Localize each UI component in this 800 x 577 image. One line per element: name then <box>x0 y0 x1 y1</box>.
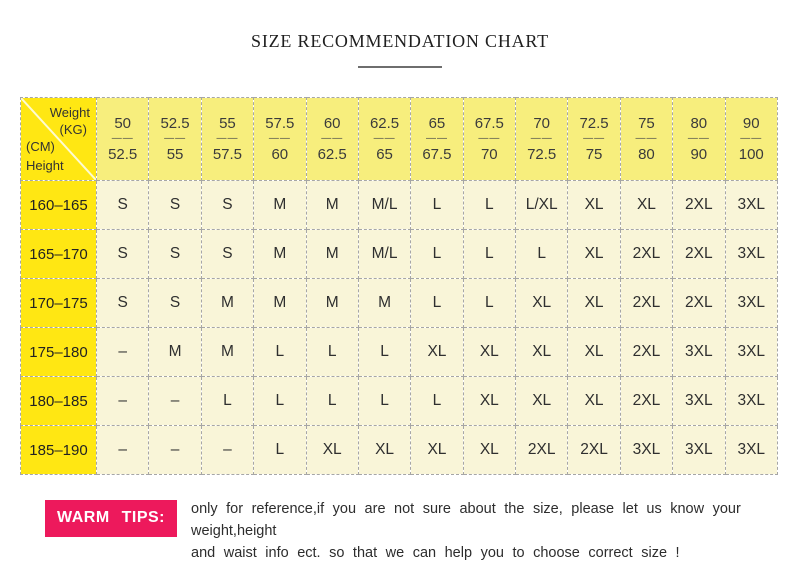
size-cell: 2XL <box>620 279 672 328</box>
corner-weight-label: Weight <box>49 105 90 120</box>
size-cell: S <box>149 279 201 328</box>
size-cell: XL <box>411 426 463 475</box>
size-cell: 3XL <box>673 426 725 475</box>
table-row-5 <box>21 426 778 475</box>
table-row-1 <box>21 230 778 279</box>
weight-range-cell-0: 50 —— 52.5 <box>97 98 149 181</box>
size-cell: XL <box>358 426 410 475</box>
size-cell: L <box>463 181 515 230</box>
weight-range-cell-6: 65 —— 67.5 <box>411 98 463 181</box>
size-cell: 3XL <box>620 426 672 475</box>
weight-range-cell-9: 72.5 —— 75 <box>568 98 620 181</box>
size-cell: – <box>97 426 149 475</box>
size-cell: XL <box>568 279 620 328</box>
weight-range-cell-5: 62.5 —— 65 <box>358 98 410 181</box>
size-cell: L <box>411 230 463 279</box>
size-cell: 3XL <box>725 328 778 377</box>
size-cell: XL <box>463 426 515 475</box>
size-cell: XL <box>620 181 672 230</box>
size-cell: L <box>463 279 515 328</box>
size-cell: S <box>201 181 253 230</box>
warm-tips-badge: WARM TIPS: <box>45 500 177 537</box>
height-range-cell: 175–180 <box>21 328 97 377</box>
size-cell: 2XL <box>568 426 620 475</box>
size-cell: L <box>411 279 463 328</box>
size-cell: XL <box>516 328 568 377</box>
size-cell: L <box>254 328 306 377</box>
size-cell: S <box>149 181 201 230</box>
warm-tips-text <box>191 497 765 564</box>
size-cell: L <box>201 377 253 426</box>
size-cell: 2XL <box>516 426 568 475</box>
warm-tips-line-2: and waist info ect. so that we can help you to choose correct size ! <box>191 545 680 561</box>
size-cell: XL <box>463 377 515 426</box>
weight-range-cell-3: 57.5 —— 60 <box>254 98 306 181</box>
title-underline <box>358 66 442 68</box>
weight-header-row <box>21 98 778 181</box>
size-chart-table <box>20 97 778 475</box>
size-cell: M <box>254 181 306 230</box>
corner-weight-unit: (KG) <box>59 122 87 137</box>
size-cell: 2XL <box>673 279 725 328</box>
size-cell: XL <box>568 377 620 426</box>
page-title: SIZE RECOMMENDATION CHART <box>251 31 549 51</box>
size-cell: L <box>516 230 568 279</box>
size-cell: M <box>358 279 410 328</box>
corner-cell <box>21 98 97 181</box>
size-table-head <box>21 98 778 181</box>
corner-height-unit: (CM) <box>26 139 55 154</box>
weight-range-cell-4: 60 —— 62.5 <box>306 98 358 181</box>
weight-range-cell-8: 70 —— 72.5 <box>516 98 568 181</box>
weight-range-cell-10: 75 —— 80 <box>620 98 672 181</box>
size-cell: L <box>306 377 358 426</box>
table-row-4 <box>21 377 778 426</box>
weight-range-cell-11: 80 —— 90 <box>673 98 725 181</box>
weight-range-cell-7: 67.5 —— 70 <box>463 98 515 181</box>
size-cell: L <box>411 377 463 426</box>
size-cell: – <box>201 426 253 475</box>
size-cell: 3XL <box>725 279 778 328</box>
size-cell: L <box>254 426 306 475</box>
size-cell: 2XL <box>620 328 672 377</box>
size-cell: L <box>358 328 410 377</box>
weight-range-cell-2: 55 —— 57.5 <box>201 98 253 181</box>
size-cell: S <box>97 279 149 328</box>
table-row-0 <box>21 181 778 230</box>
size-cell: XL <box>516 279 568 328</box>
height-range-cell: 165–170 <box>21 230 97 279</box>
size-cell: L <box>254 377 306 426</box>
size-cell: S <box>149 230 201 279</box>
size-cell: XL <box>411 328 463 377</box>
size-cell: XL <box>306 426 358 475</box>
height-range-cell: 180–185 <box>21 377 97 426</box>
height-range-cell: 185–190 <box>21 426 97 475</box>
size-cell: M <box>254 279 306 328</box>
size-cell: 3XL <box>673 377 725 426</box>
size-cell: 2XL <box>620 377 672 426</box>
size-cell: L <box>358 377 410 426</box>
warm-tips-line-1: only for reference,if you are not sure about the size, please let us know your weight,height <box>191 501 741 539</box>
size-cell: M/L <box>358 230 410 279</box>
size-cell: M <box>306 181 358 230</box>
size-cell: 2XL <box>673 230 725 279</box>
size-cell: S <box>97 230 149 279</box>
size-cell: – <box>149 377 201 426</box>
size-cell: L <box>411 181 463 230</box>
size-cell: M <box>306 230 358 279</box>
warm-tips-section <box>45 497 765 564</box>
size-cell: M <box>254 230 306 279</box>
table-row-3 <box>21 328 778 377</box>
size-cell: XL <box>568 230 620 279</box>
size-cell: L <box>463 230 515 279</box>
size-cell: M <box>149 328 201 377</box>
size-cell: 3XL <box>725 230 778 279</box>
size-cell: 3XL <box>725 181 778 230</box>
size-cell: – <box>97 328 149 377</box>
size-cell: XL <box>568 181 620 230</box>
weight-range-cell-12: 90 —— 100 <box>725 98 778 181</box>
size-cell: – <box>97 377 149 426</box>
weight-range-cell-1: 52.5 —— 55 <box>149 98 201 181</box>
size-cell: S <box>97 181 149 230</box>
size-cell: – <box>149 426 201 475</box>
size-cell: XL <box>568 328 620 377</box>
size-cell: XL <box>516 377 568 426</box>
size-cell: 3XL <box>725 377 778 426</box>
size-cell: XL <box>463 328 515 377</box>
table-row-2 <box>21 279 778 328</box>
height-range-cell: 160–165 <box>21 181 97 230</box>
size-cell: 3XL <box>725 426 778 475</box>
size-table-body <box>21 181 778 475</box>
size-cell: L/XL <box>516 181 568 230</box>
size-cell: S <box>201 230 253 279</box>
size-cell: M <box>201 328 253 377</box>
height-range-cell: 170–175 <box>21 279 97 328</box>
size-cell: M <box>201 279 253 328</box>
size-cell: 2XL <box>673 181 725 230</box>
size-cell: L <box>306 328 358 377</box>
size-cell: 2XL <box>620 230 672 279</box>
size-cell: 3XL <box>673 328 725 377</box>
corner-height-label: Height <box>26 158 64 173</box>
size-cell: M/L <box>358 181 410 230</box>
size-cell: M <box>306 279 358 328</box>
